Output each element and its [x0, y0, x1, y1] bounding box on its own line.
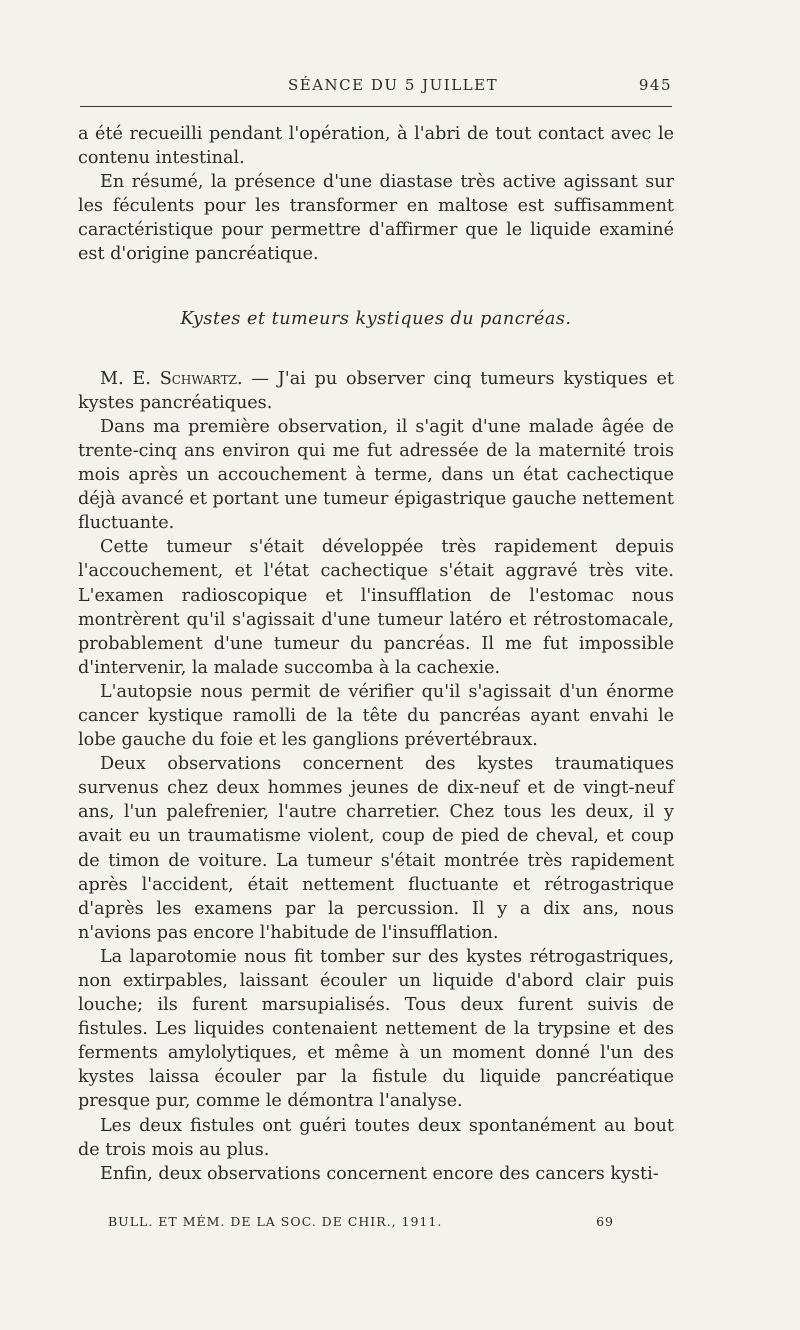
- paragraph: En résumé, la présence d'une diastase très active agissant sur les féculents pour les transformer en maltose est suffisamment caractéristique pour permettre d'affirmer que le liquide examiné est d'origine pancréatique.: [78, 172, 674, 265]
- paragraph: Dans ma première observation, il s'agit d'une malade âgée de trente-cinq ans environ qui me fut adressée de la maternité trois mois après un accouchement à terme, dans un état cachectique déjà avancé et portant une tumeur épigastrique gauche nettement fluctuante.: [78, 416, 674, 534]
- paragraph: Cette tumeur s'était développée très rapidement depuis l'accouchement, et l'état cachectique s'était aggravé très vite. L'examen radioscopique et l'insufflation de l'estomac nous montrèrent qu'il s'agissait d'une tumeur latéro et rétrostomacale, probablement d'une tumeur du pancréas. Il me fut impossible d'intervenir, la malade succomba à la cachexie.: [78, 537, 674, 678]
- section-title: Kystes et tumeurs kystiques du pancréas.: [180, 308, 572, 329]
- paragraph-text: . — J'ai pu observer cinq tumeurs kystiques et kystes pancréatiques.: [78, 368, 674, 413]
- paragraph: [78, 367, 674, 415]
- paragraph: La laparotomie nous fit tomber sur des kystes rétrogastriques, non extirpables, laissant écouler un liquide d'abord clair puis louche; ils furent marsupialisés. Tous deux furent suivis de fistules. Les liquides contenaient nettement de la trypsine et des ferments amylolytiques, et même à un moment donné l'un des kystes laissa écouler par la fistule du liquide pancréatique presque pur, comme le démontra l'analyse.: [78, 946, 674, 1112]
- running-title: SÉANCE DU 5 JUILLET: [288, 76, 499, 94]
- speaker-name: Schwartz: [159, 368, 237, 389]
- running-header: [80, 64, 672, 94]
- header-rule: [80, 106, 672, 107]
- paragraph: Deux observations concernent des kystes traumatiques survenus chez deux hommes jeunes de dix-neuf et de vingt-neuf ans, l'un palefrenier, l'autre charretier. Chez tous les deux, il y avait eu un traumatisme violent, coup de pied de cheval, et coup de timon de voiture. La tumeur s'était montrée très rapidement après l'accident, était nettement fluctuante et rétrogastrique d'après les examens par la percussion. Il y a dix ans, nous n'avions pas encore l'habitude de l'insufflation.: [78, 754, 674, 943]
- journal-reference: BULL. ET MÉM. DE LA SOC. DE CHIR., 1911.: [108, 1214, 443, 1229]
- speaker-prefix: M. E.: [100, 368, 160, 389]
- paragraph: Enfin, deux observations concernent encore des cancers kysti-: [100, 1163, 659, 1184]
- page-number: 945: [638, 76, 672, 94]
- paragraph: a été recueilli pendant l'opération, à l'abri de tout contact avec le contenu intestinal.: [78, 124, 674, 169]
- paragraph: L'autopsie nous permit de vérifier qu'il s'agissait d'un énorme cancer kystique ramolli de la tête du pancréas ayant envahi le lobe gauche du foie et les ganglions prévertébraux.: [78, 681, 674, 751]
- signature-number: 69: [596, 1214, 614, 1229]
- body-text: [78, 122, 674, 1186]
- paragraph: Les deux fistules ont guéri toutes deux spontanément au bout de trois mois au plus.: [78, 1115, 674, 1160]
